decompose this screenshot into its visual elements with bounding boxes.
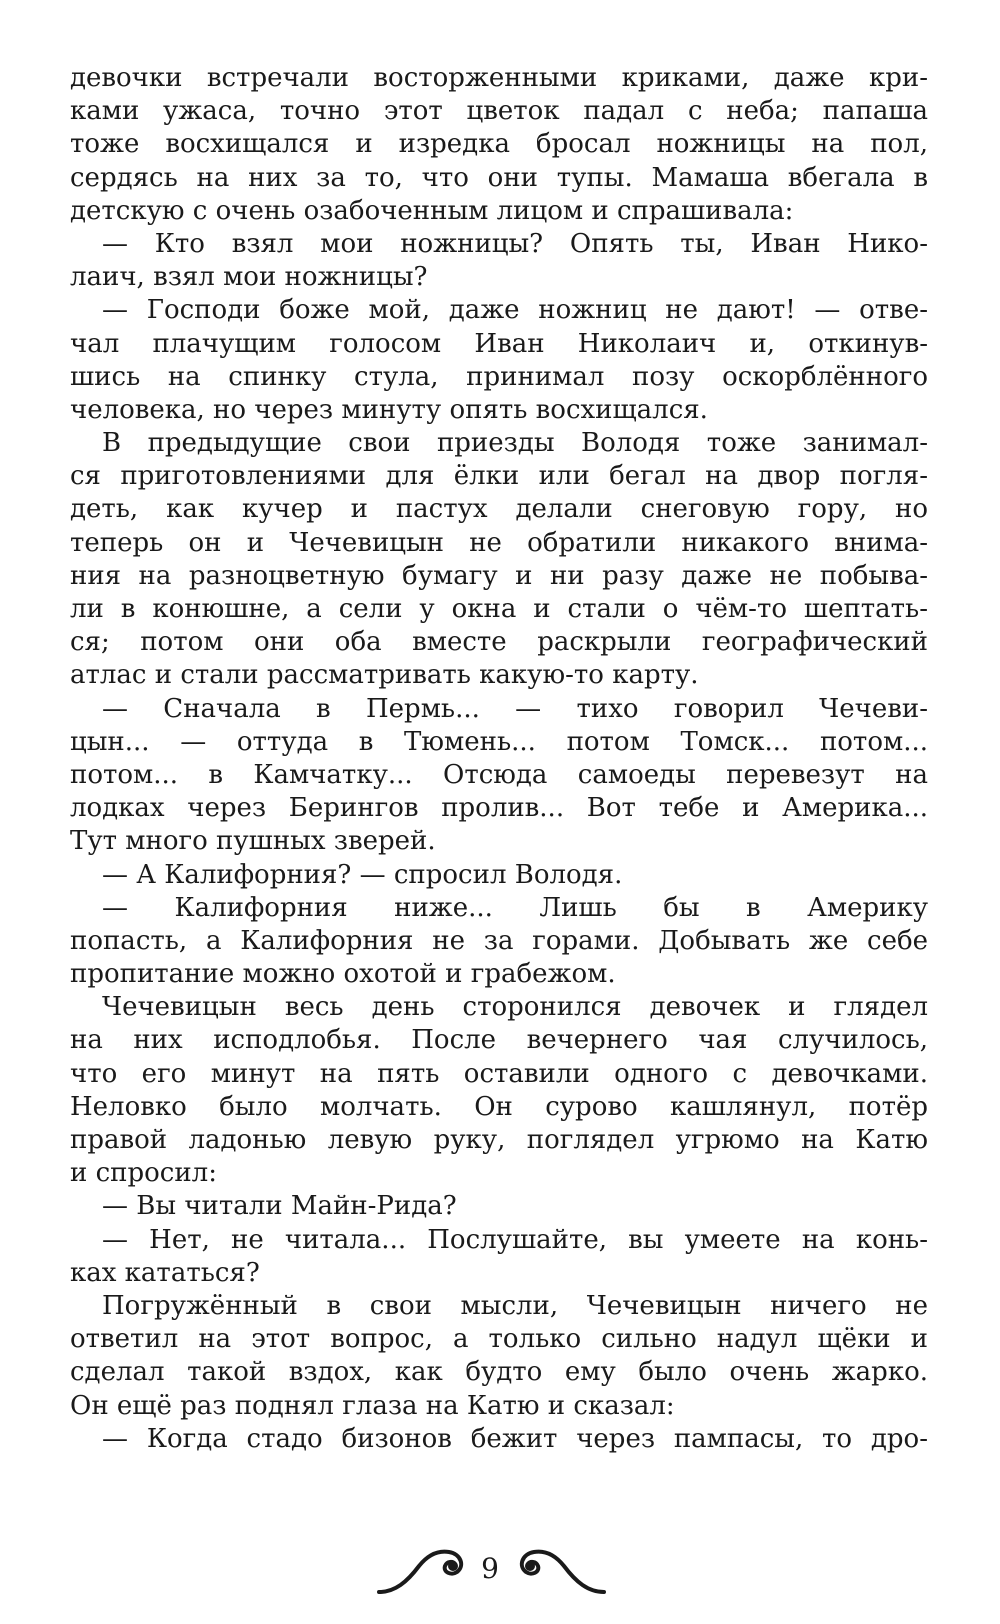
text-line: ния на разноцветную бумагу и ни разу даже не побыва- xyxy=(70,560,928,591)
text-line: пропитание можно охотой и грабежом. xyxy=(70,959,616,990)
text-line: Неловко было молчать. Он сурово кашлянул, потёр xyxy=(70,1091,928,1122)
right-flourish-icon xyxy=(508,1542,608,1598)
left-flourish-icon xyxy=(375,1542,475,1598)
text-line: деть, как кучер и пастух делали снеговую гору, но xyxy=(70,494,928,525)
text-line: В предыдущие свои приезды Володя тоже занимал- xyxy=(102,428,928,459)
page-footer xyxy=(0,1532,1000,1602)
text-line: девочки встречали восторженными криками, даже кри- xyxy=(70,63,928,93)
text-line: сделал такой вздох, как будто ему было очень жарко. xyxy=(70,1357,928,1388)
text-line: тоже восхищался и изредка бросал ножницы на пол, xyxy=(70,129,928,160)
text-line: Он ещё раз поднял глаза на Катю и сказал: xyxy=(70,1390,675,1421)
text-line: теперь он и Чечевицын не обратили никакого внима- xyxy=(70,527,928,558)
text-line: человека, но через минуту опять восхищался. xyxy=(70,394,708,425)
text-line: Тут много пушных зверей. xyxy=(70,826,436,857)
text-line: — Нет, не читала... Послушайте, вы умеете на конь- xyxy=(102,1224,928,1255)
text-line: ках кататься? xyxy=(70,1257,260,1288)
text-line: — Вы читали Майн-Рида? xyxy=(102,1191,457,1222)
text-line: чал плачущим голосом Иван Николаич и, откинув- xyxy=(70,328,928,359)
text-line: ся; потом они оба вместе раскрыли географический xyxy=(70,627,928,658)
text-line: — Когда стадо бизонов бежит через пампасы, то дро- xyxy=(102,1423,928,1454)
text-line: атлас и стали рассматривать какую-то карту. xyxy=(70,660,699,691)
text-line: ся приготовлениями для ёлки или бегал на двор погля- xyxy=(70,461,928,492)
text-line: на них исподлобья. После вечернего чая случилось, xyxy=(70,1025,928,1056)
text-line: правой ладонью левую руку, поглядел угрюмо на Катю xyxy=(70,1125,928,1155)
text-line: Погружённый в свои мысли, Чечевицын ничего не xyxy=(102,1290,928,1321)
text-line: Чечевицын весь день сторонился девочек и глядел xyxy=(102,992,928,1023)
text-line: ками ужаса, точно этот цветок падал с неба; папаша xyxy=(70,96,928,127)
text-line: лаич, взял мои ножницы? xyxy=(70,262,428,293)
text-line: — Господи боже мой, даже ножниц не дают! — отве- xyxy=(102,295,928,326)
text-line: сердясь на них за то, что они тупы. Мамаша вбегала в xyxy=(70,162,928,193)
text-line: детскую с очень озабоченным лицом и спрашивала: xyxy=(70,195,794,226)
text-line: что его минут на пять оставили одного с девочками. xyxy=(70,1058,928,1089)
text-line: ли в конюшне, а сели у окна и стали о чём-то шептать- xyxy=(70,594,928,624)
text-line: и спросил: xyxy=(70,1158,217,1189)
text-line: лодках через Берингов пролив... Вот тебе и Америка... xyxy=(70,793,928,824)
body-text xyxy=(70,62,928,1456)
text-line: попасть, а Калифорния не за горами. Добывать же себе xyxy=(70,925,928,956)
text-line: — Кто взял мои ножницы? Опять ты, Иван Нико- xyxy=(102,228,928,259)
page-number: 9 xyxy=(481,1552,499,1585)
text-line: цын... — оттуда в Тюмень... потом Томск... потом... xyxy=(70,726,928,757)
text-line: шись на спинку стула, принимал позу оскорблённого xyxy=(70,361,928,392)
text-line: — Калифорния ниже... Лишь бы в Америку xyxy=(102,892,928,923)
text-line: ответил на этот вопрос, а только сильно надул щёки и xyxy=(70,1324,928,1355)
text-line: — Сначала в Пермь... — тихо говорил Чечеви- xyxy=(102,693,928,724)
text-line: — А Калифорния? — спросил Володя. xyxy=(102,859,623,890)
text-line: потом... в Камчатку... Отсюда самоеды перевезут на xyxy=(70,759,928,790)
